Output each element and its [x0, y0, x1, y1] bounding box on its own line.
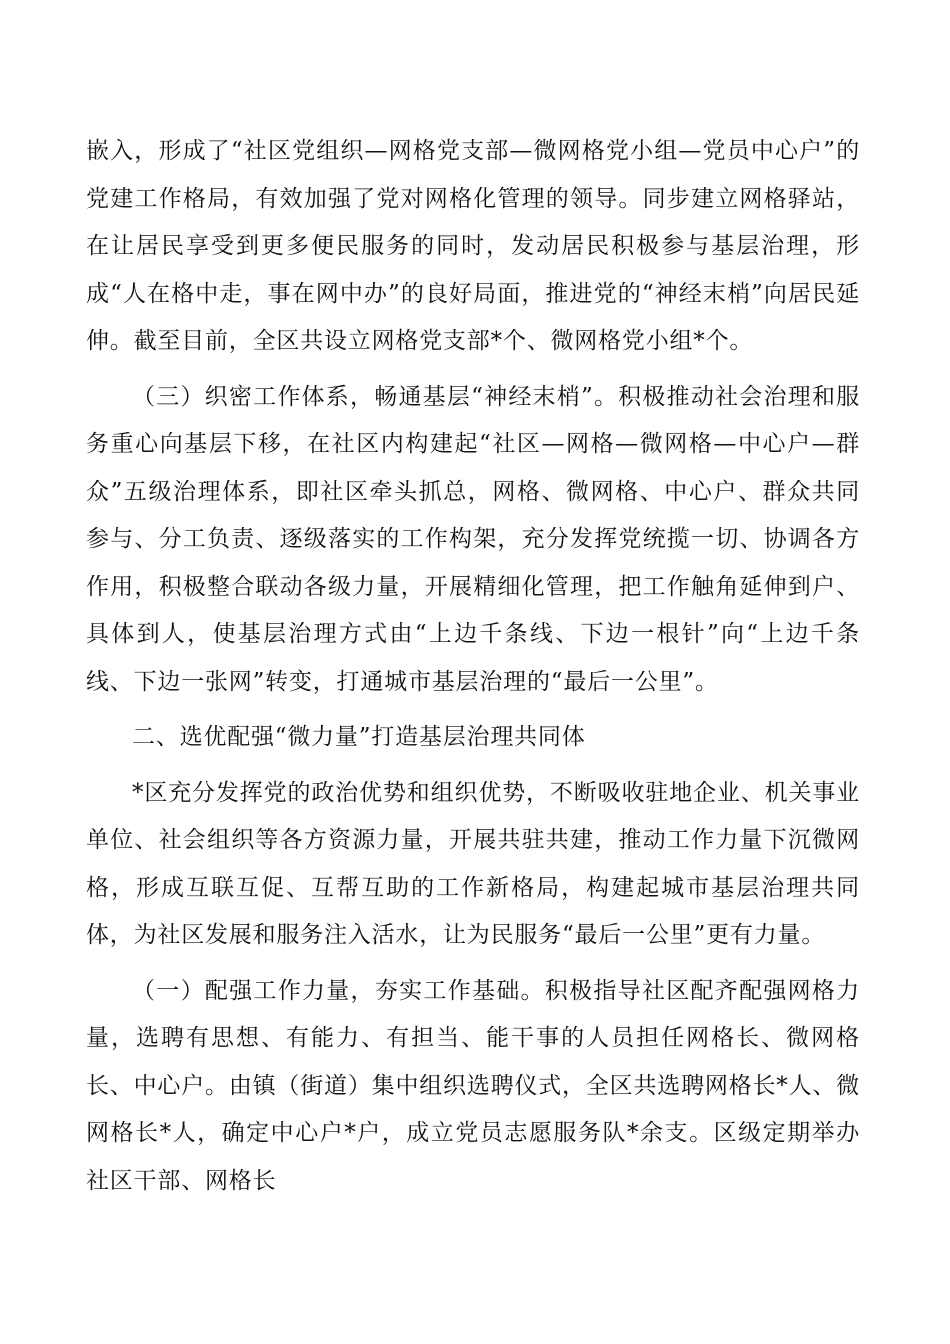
- paragraph-party-building-grid: 嵌入，形成了“社区党组织—网格党支部—微网格党小组—党员中心户”的党建工作格局，有效加强了党对网格化管理的领导。同步建立网格驿站，在让居民享受到更多便民服务的同时，发动居民积极参与基层治理，形成“人在格中走，事在网中办”的良好局面，推进党的“神经末梢”向居民延伸。截至目前，全区共设立网格党支部*个、微网格党小组*个。: [86, 138, 860, 354]
- section-heading-micro-force: 二、选优配强“微力量”打造基层治理共同体: [132, 724, 586, 750]
- paragraph-governance-system: （三）织密工作体系，畅通基层“神经末梢”。积极推动社会治理和服务重心向基层下移，在社区内构建起“社区—网格—微网格—中心户—群众”五级治理体系，即社区牵头抓总，网格、微网格、中心户、群众共同参与、分工负责、逐级落实的工作构架，充分发挥党统揽一切、协调各方作用，积极整合联动各级力量，开展精细化管理，把工作触角延伸到户、具体到人，使基层治理方式由“上边千条线、下边一根针”向“上边千条线、下边一张网”转变，打通城市基层治理的“最后一公里”。: [86, 383, 860, 695]
- document-body: [86, 128, 860, 1213]
- paragraph-community-resources: *区充分发挥党的政治优势和组织优势，不断吸收驻地企业、机关事业单位、社会组织等各方资源力量，开展共驻共建，推动工作力量下沉微网格，形成互联互促、互帮互助的工作新格局，构建起城市基层治理共同体，为社区发展和服务注入活水，让为民服务“最后一公里”更有力量。: [86, 779, 860, 948]
- paragraph-work-force: （一）配强工作力量，夯实工作基础。积极指导社区配齐配强网格力量，选聘有思想、有能力、有担当、能干事的人员担任网格长、微网格长、中心户。由镇（街道）集中组织选聘仪式，全区共选聘网格长*人、微网格长*人，确定中心户*户，成立党员志愿服务队*余支。区级定期举办社区干部、网格长: [86, 977, 860, 1194]
